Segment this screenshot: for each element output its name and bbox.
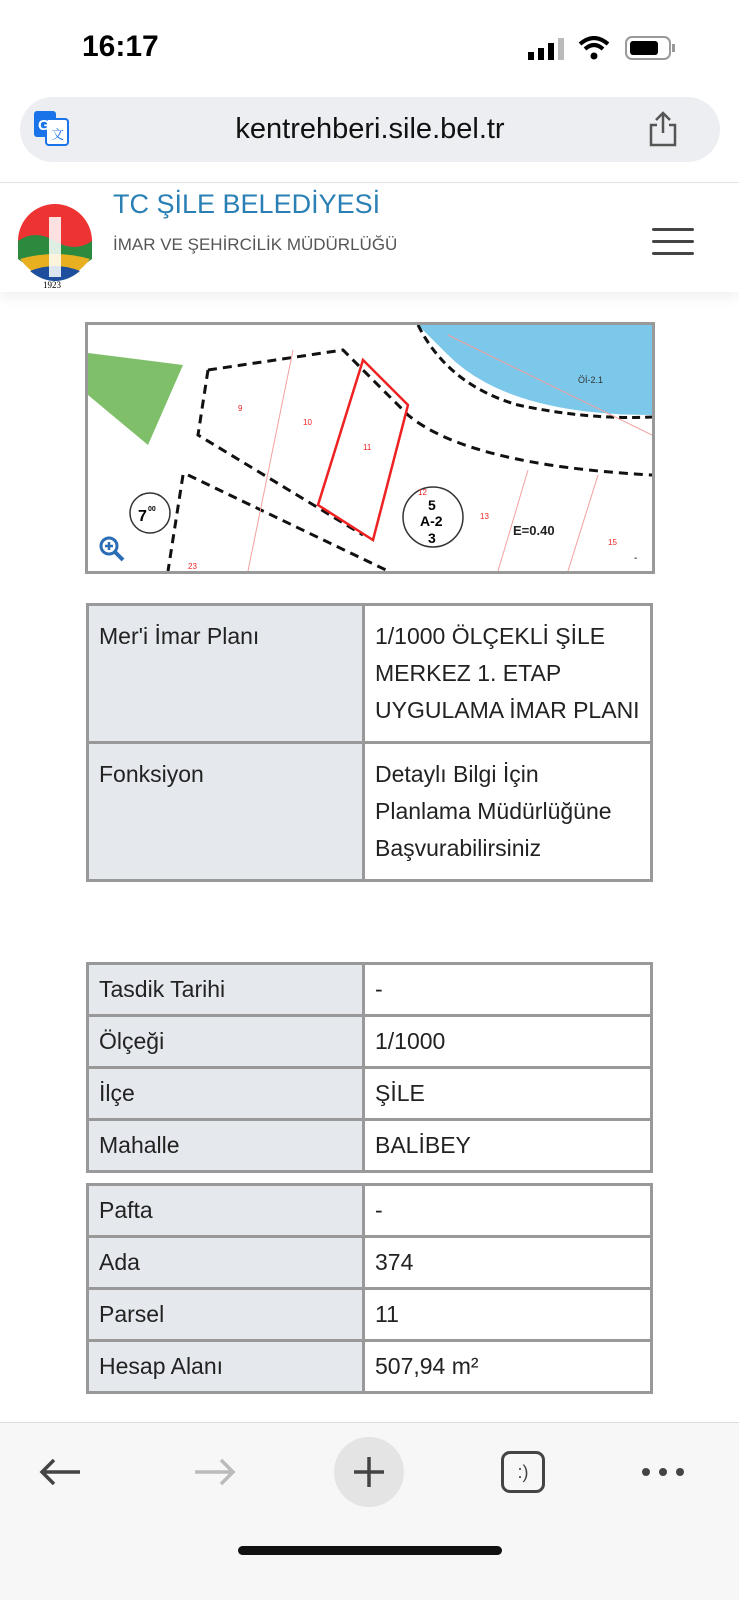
status-bar xyxy=(0,0,739,90)
road-width-sup: 00 xyxy=(148,506,156,513)
wifi-icon xyxy=(578,36,610,60)
table-row xyxy=(88,1341,652,1393)
share-icon[interactable] xyxy=(648,111,678,147)
zoning-code: A-2 xyxy=(420,513,443,529)
site-subtitle: İMAR VE ŞEHİRCİLİK MÜDÜRLÜĞÜ xyxy=(113,235,398,254)
plan-table xyxy=(86,603,653,882)
zoom-in-icon[interactable] xyxy=(98,535,126,563)
zoning-code: 3 xyxy=(428,530,436,546)
table-row xyxy=(88,1237,652,1289)
row-key: Pafta xyxy=(88,1185,364,1237)
row-value: 507,94 m² xyxy=(364,1341,652,1393)
back-button[interactable] xyxy=(25,1437,95,1507)
row-key: Mahalle xyxy=(88,1120,364,1172)
municipality-logo xyxy=(10,189,100,289)
parcel-label: 12 xyxy=(418,488,427,497)
home-indicator xyxy=(238,1546,502,1555)
row-value: Detaylı Bilgi İçin Planlama Müdürlüğüne Başvurabilirsiniz xyxy=(364,743,652,881)
more-dots-icon xyxy=(641,1467,685,1477)
parcel-map[interactable] xyxy=(85,322,655,574)
arrow-left-icon xyxy=(38,1457,82,1487)
parcel-label: 11 xyxy=(363,443,372,452)
row-key: İlçe xyxy=(88,1068,364,1120)
table-row xyxy=(88,1289,652,1341)
emsal-label: E=0.40 xyxy=(513,523,555,538)
browser-toolbar xyxy=(0,1422,739,1600)
parcel-label: 13 xyxy=(480,512,489,521)
forward-button[interactable] xyxy=(180,1437,250,1507)
table-row xyxy=(88,605,652,743)
parcel-label: 23 xyxy=(188,562,197,571)
row-key: Fonksiyon xyxy=(88,743,364,881)
row-value: 11 xyxy=(364,1289,652,1341)
row-key: Mer'i İmar Planı xyxy=(88,605,364,743)
parcel-label: 9 xyxy=(238,404,243,413)
table-row xyxy=(88,964,652,1016)
row-value: BALİBEY xyxy=(364,1120,652,1172)
parcel-label: 10 xyxy=(303,418,312,427)
row-value: 1/1000 xyxy=(364,1016,652,1068)
map-mark: - xyxy=(634,553,638,564)
tabs-button[interactable] xyxy=(488,1437,558,1507)
url-text[interactable]: kentrehberi.sile.bel.tr xyxy=(235,113,505,145)
row-key: Ölçeği xyxy=(88,1016,364,1068)
table-row xyxy=(88,743,652,881)
row-key: Tasdik Tarihi xyxy=(88,964,364,1016)
road-width-label: 7 xyxy=(138,508,147,525)
zoning-code: 5 xyxy=(428,497,436,513)
svg-text:文: 文 xyxy=(51,127,65,142)
parcel-table xyxy=(86,1183,653,1394)
plus-icon xyxy=(352,1455,386,1489)
row-value: - xyxy=(364,964,652,1016)
zone-label: Öİ-2.1 xyxy=(578,375,604,385)
site-header xyxy=(0,182,739,292)
table-row xyxy=(88,1120,652,1172)
address-bar[interactable] xyxy=(20,97,720,162)
svg-text:1923: 1923 xyxy=(43,280,61,289)
site-title: TC ŞİLE BELEDİYESİ xyxy=(113,189,381,219)
info-table xyxy=(86,962,653,1173)
row-value: 1/1000 ÖLÇEKLİ ŞİLE MERKEZ 1. ETAP UYGULAMA İMAR PLANI xyxy=(364,605,652,743)
table-row xyxy=(88,1185,652,1237)
row-key: Hesap Alanı xyxy=(88,1341,364,1393)
hamburger-menu-icon[interactable] xyxy=(652,228,694,256)
row-value: - xyxy=(364,1185,652,1237)
parcel-label: 15 xyxy=(608,538,617,547)
row-key: Ada xyxy=(88,1237,364,1289)
battery-icon xyxy=(625,36,677,60)
more-button[interactable] xyxy=(628,1437,698,1507)
table-row xyxy=(88,1016,652,1068)
tabs-icon: :) xyxy=(501,1451,545,1493)
arrow-right-icon xyxy=(193,1457,237,1487)
table-row xyxy=(88,1068,652,1120)
row-key: Parsel xyxy=(88,1289,364,1341)
svg-text:G: G xyxy=(38,117,50,134)
new-tab-button[interactable] xyxy=(334,1437,404,1507)
row-value: 374 xyxy=(364,1237,652,1289)
clock: 16:17 xyxy=(82,30,159,63)
row-value: ŞİLE xyxy=(364,1068,652,1120)
signal-icon xyxy=(528,38,566,60)
